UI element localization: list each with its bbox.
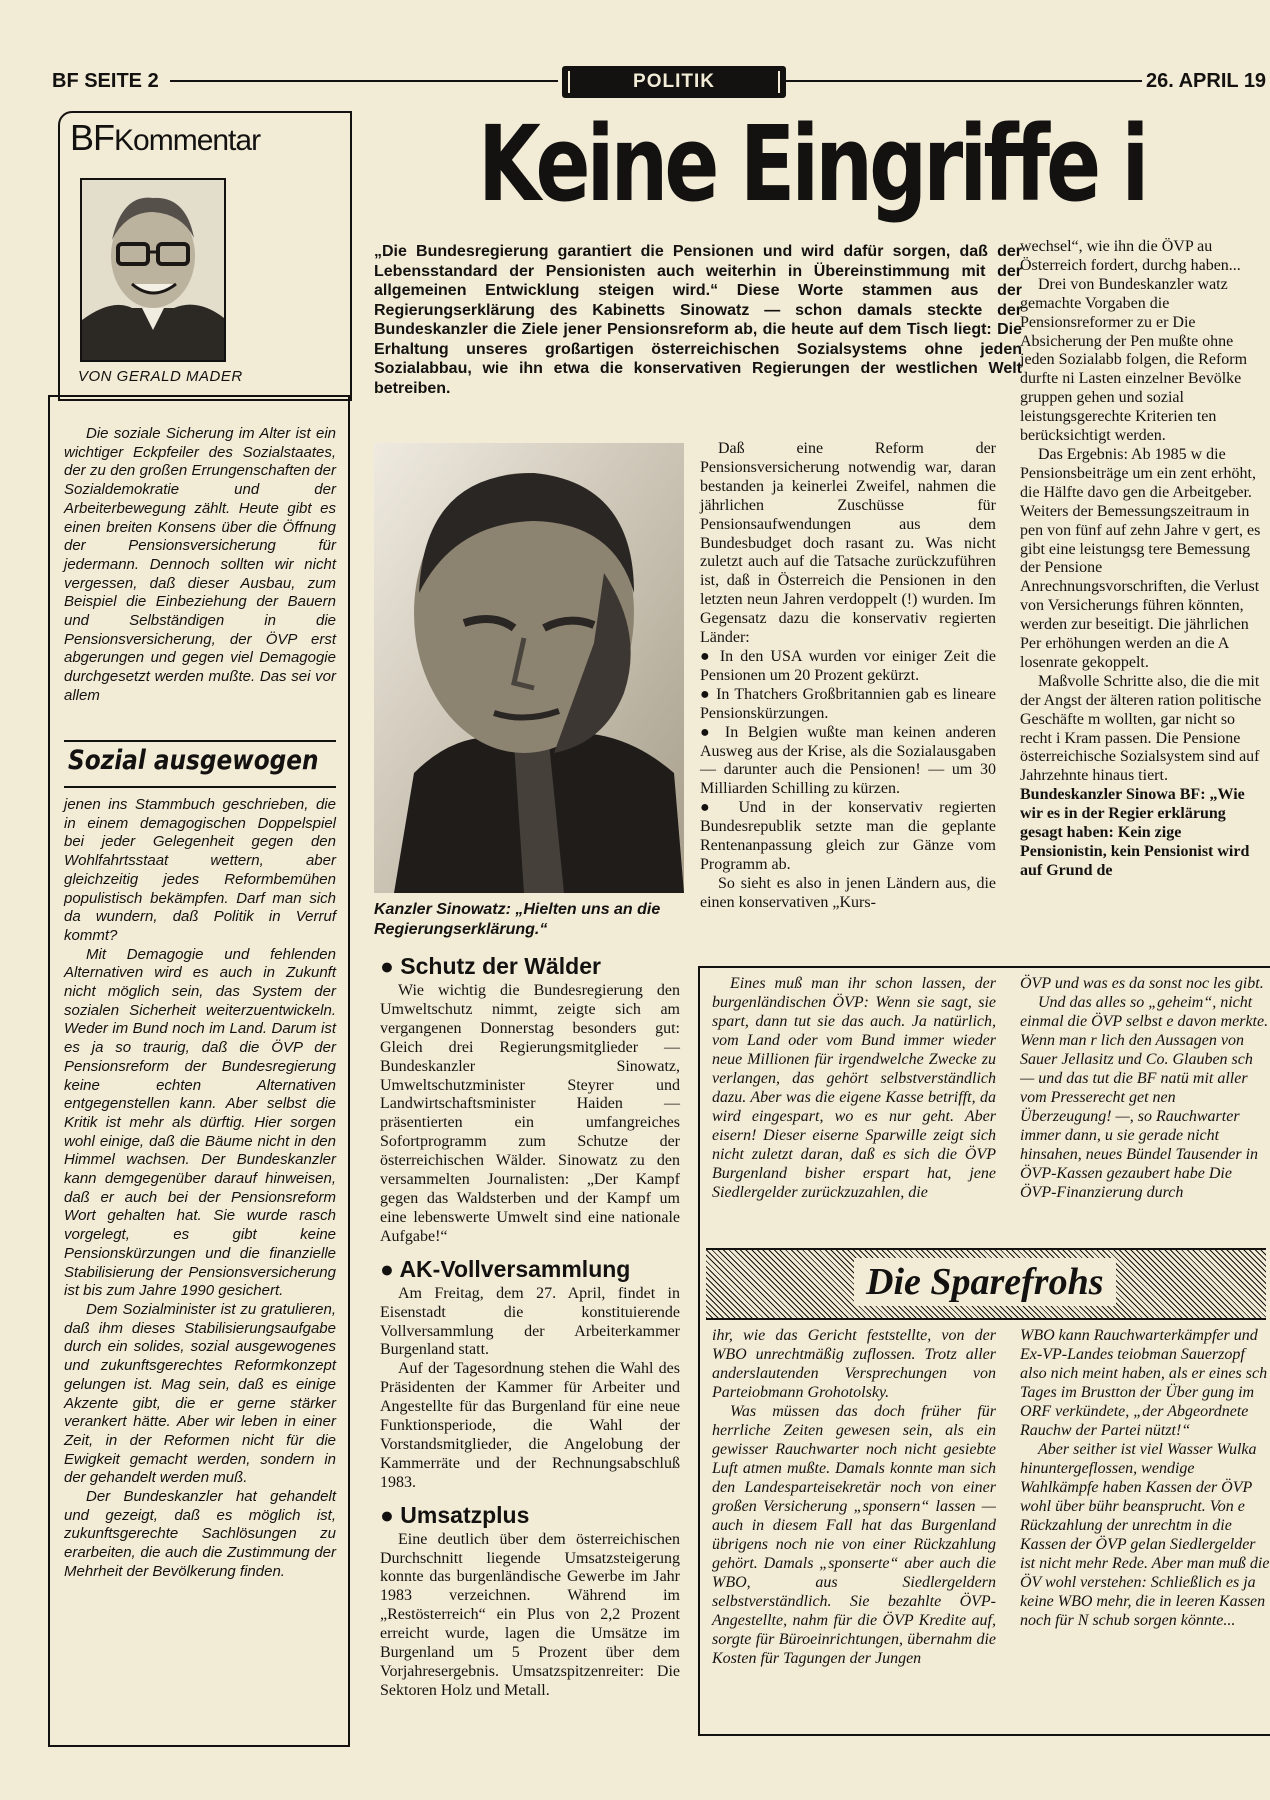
- glosse-top-text-3: Und das alles so „geheim“, nicht einmal die ÖVP selbst e davon merkte. Wenn man r lich den Aussagen von Sauer Jellasitz und Co. Glauben sch — und das tut die BF natü mit aller vom Presserecht get nen Überzeugung! —, so Rauchwarter immer dann, u sie gerade nicht hinsahen, neues Bündel Tausender in ÖVP-Kassen gezaubert habe Die ÖVP-Finanzierung durch: [1020, 994, 1269, 1201]
- article-lead: „Die Bundesregierung garantiert die Pensionen und wird dafür sorgen, daß der Lebensstandard der Pensionisten auch weiterhin in Übereinstimmung mit der allgemeinen Entwicklung steigen wird.“ Diese Worte stammen aus der Regierungserklärung des Kabinetts Sinowatz — schon damals steckte der Bundeskanzler die Ziele jener Pensionsreform ab, die heute auf dem Tisch liegt: Die Erhaltung unseres großartigen österreichischen Sozialsystems ohne jeden Sozialabbau, wie ihn etwa die konservativen Regierungen der westlichen Welt betreiben.: [374, 243, 1022, 397]
- sinowatz-photo: [374, 443, 684, 893]
- right-para-4: [1020, 673, 1270, 881]
- bullet-dot-icon: ●: [700, 647, 720, 665]
- right-para-3: Das Ergebnis: Ab 1985 w die Pensionsbeiträge um ein zent erhöht, die Hälfte davo gen die Arbeitgeber. Weiters der Bemessungszeitraum in pen von fünf auf zehn Jahre v gert, es gibt eine leistungsg tere Bemessung der Pensione Anrechnungsvorschriften, die Verlust von Versicherungs führen könnten, werden zur beseitigt. Die jährlichen Per erhöhungen werden an die A losenrate gekoppelt.: [1020, 445, 1261, 671]
- bullet-dot-icon: ●: [380, 1501, 401, 1528]
- header-rule-right: [786, 80, 1142, 82]
- bullet-text: In Belgien wußte man keinen anderen Ausweg aus der Krise, als die Sozialausgaben — darunter auch die Pensionen! — um 30 Milliarden Schilling zu kürzen.: [700, 723, 996, 798]
- right-para-4-quote: Bundeskanzler Sinowa BF: „Wie wir es in der Regier erklärung gesagt haben: Kein zige Pensionistin, kein Pensionist wird auf Grund de: [1020, 786, 1250, 879]
- main-headline: Keine Eingriffe i: [478, 103, 1146, 225]
- right-para-2: Drei von Bundeskanzler watz gemachte Vorgaben die Pensionsreformer zu er Die Absicherung der Pen mußte ohne jeden Sozialabb folgen, die Reform durfte ni Lasten einzelner Bevölke gruppen gehen und sozial leistungsgerechte Kriterien ten berücksichtigt werden.: [1020, 275, 1248, 445]
- bullet-dot-icon: ●: [380, 1255, 400, 1282]
- photo-caption: Kanzler Sinowatz: „Hielten uns an die Regierungserklärung.“: [374, 901, 661, 938]
- comment-para-1: Die soziale Sicherung im Alter ist ein wichtiger Eckpfeiler des Sozialstaates, der zu den großen Errungenschaften der Sozialdemokratie und der Arbeiterbewegung zählt. Heute gibt es einen breiten Konsens über die Öffnung der Pensionsversicherung für jedermann. Dennoch sollten wir nicht vergessen, daß dieser Ausbau, zum Beispiel die Einbeziehung der Bauern und Selbständigen in die Pensionsversicherung, der ÖVP erst abgerungen und gegen viel Demagogie durchgesetzt werden mußte. Das sei vor allem: [64, 425, 336, 704]
- comment-subhead: Sozial ausgewogen: [68, 745, 319, 776]
- right-para-1: wechsel“, wie ihn die ÖVP au Österreich fordert, durchg haben...: [1020, 238, 1241, 274]
- right-column-clip: [1020, 238, 1270, 960]
- comment-para-2: jenen ins Stammbuch geschrieben, die in einem demagogischen Doppelspiel bei jeder Gelegenheit gegen den Wohlfahrtsstaat wettern, aber gleichzeitig jedes Reformbemühen populistisch bekämpfen. Darf man sich da wundern, daß Politik in Verruf kommt?: [64, 796, 336, 944]
- main-outro: So sieht es also in jenen Ländern aus, die einen konservativen „Kurs-: [700, 874, 996, 911]
- news-1-title: [380, 952, 680, 980]
- main-bullet-3: [700, 724, 996, 800]
- comment-body-top: [64, 425, 336, 706]
- news-title-text: Schutz der Wälder: [400, 953, 601, 979]
- comment-body-bottom: [64, 796, 336, 1582]
- glosse-bottom-text-2: Was müssen das doch früher für herrliche Zeiten gewesen sein, als ein gewisser Rauchwarter noch nicht gesiebte Luft atmen mußte. Damals konnte man sich den Landesparteisekretär noch von einer großen Versicherung „sponsern“ lassen — auch in diesem Fall hat das Burgenland übrigens noch nie von einer Rückzahlung gehört. Damals „sponserte“ aber auch die WBO, aus Siedlergeldern selbstverständlich. Sie bezahlte ÖVP-Angestellte, nahm für die ÖVP Kredite auf, sorgte für Büroeinrichtungen, übernahm die Kosten für Tagungen der Jungen: [712, 1403, 996, 1667]
- ressort-label: POLITIK: [562, 66, 786, 98]
- glosse-rule-bottom: [700, 1734, 1270, 1736]
- author-portrait: [80, 178, 226, 362]
- comment-byline: VON GERALD MADER: [78, 368, 243, 385]
- page-label: BF SEITE 2: [52, 70, 159, 92]
- glosse-rule-left: [698, 966, 700, 1736]
- glosse-top-col-2-clip: [1020, 974, 1270, 1242]
- news-2-title: [380, 1255, 680, 1283]
- main-bullet-1: [700, 648, 996, 686]
- comment-para-5: Der Bundeskanzler hat gehandelt und gezeigt, daß es möglich ist, zukunftsgerechte Sachlösungen zu erarbeiten, die auch die Zustimmung der Mehrheit der Bevölkerung finden.: [64, 1488, 336, 1580]
- glosse-title-banner: [706, 1248, 1266, 1320]
- main-bullet-4: [700, 799, 996, 875]
- glosse-bottom-text-4: Aber seither ist viel Wasser Wulka hinuntergeflossen, wendige Wahlkämpfe haben Kassen der ÖVP wohl über bühr beansprucht. Von e Rückzahlung der unrechtm in die Kassen der ÖVP gelan Siedlergelder ist nicht mehr Rede. Aber man muß die ÖV wohl verstehen: Schließlich es ja keine WBO mehr, die in leeren Kassen noch für N schub sorgen könnte...: [1020, 1441, 1270, 1629]
- brand-kommentar: Kommentar: [114, 124, 261, 157]
- main-intro: Daß eine Reform der Pensionsversicherung notwendig war, daran bestanden ja keinerlei Zweifel, nahmen die jährlichen Zuschüsse für Pensionsaufwendungen aus dem Bundesbudget doch rasant zu. Was nicht zuletzt auch auf die Tatsache zurückzuführen ist, daß in Österreich die Pensionen in den letzten neun Jahren verdoppelt (!) wurden. Im Gegensatz dazu die konservativ regierten Länder:: [700, 440, 996, 647]
- glosse-top-col-2: [1020, 974, 1270, 1202]
- glosse-bottom-col-2-clip: [1020, 1326, 1270, 1730]
- bullet-text: In Thatchers Großbritannien gab es lineare Pensionskürzungen.: [700, 685, 996, 722]
- glosse-top-col-1: [712, 974, 996, 1202]
- bullet-text: Und in der konservativ regierten Bundesrepublik setzte man die geplante Rentenanpassung gleich zur Gänze vom Programm ab.: [700, 799, 996, 873]
- glosse-bottom-col-1: [712, 1326, 996, 1668]
- right-column: [1020, 238, 1270, 881]
- comment-para-4: Dem Sozialminister ist zu gratulieren, daß ihm dieses Stabilisierungsaufgabe durch ein solides, sozial ausgewogenes und zukunftsgerechtes Reformkonzept gelungen ist. Mag sein, daß es einige Akzente gibt, die er gerne stärker verankert hätte. Aber wir leben in einer Zeit, in der Reformen nicht für die Ewigkeit gemacht werden, sondern in der gehandelt werden muß.: [64, 1300, 336, 1487]
- glosse-bottom-col-2: [1020, 1326, 1270, 1630]
- main-column: [700, 440, 996, 913]
- comment-brand: [70, 117, 260, 159]
- main-bullet-2: [700, 686, 996, 724]
- subhead-rule-bottom: [64, 786, 336, 788]
- news-1-text: Wie wichtig die Bundesregierung den Umweltschutz nimmt, zeigte sich am vergangenen Donnerstag besonders gut: Gleich drei Regierungsmitglieder — Bundeskanzler Sinowatz, Umweltschutzminister Steyrer und Landwirtschaftsminister Haiden — präsentierten ein umfangreiches Sofortprogramm zum Schutze der österreichischen Wälder. Sinowatz zu den versammelten Journalisten: „Der Kampf gegen das Waldsterben und der Kampf um eine lebenswerte Umwelt sind eine nationale Aufgabe!“: [380, 982, 680, 1245]
- news-2-text: Am Freitag, dem 27. April, findet in Eisenstadt die konstituierende Vollversammlung der Arbeiterkammer Burgenland statt.: [380, 1284, 680, 1359]
- glosse-top-text-1: Eines muß man ihr schon lassen, der burgenländischen ÖVP: Wenn sie sagt, sie spart, dann tut sie das auch. Ja natürlich, vom Land oder vom Bund immer wieder neue Millionen für irgendwelche Zwecke zu verlangen, das gehört selbstverständlich dazu. Aber was die eigene Kasse betrifft, da wird eingespart, wo es nur geht. Aber eisern! Dieser eiserne Sparwille zeigt sich nicht zuletzt daran, daß es sich die ÖVP Burgenland bisher erspart hat, jene Siedlergelder zurückzuzahlen, die: [712, 975, 996, 1201]
- news-3-text: Eine deutlich über dem österreichischen Durchschnitt liegende Umsatzsteigerung konnte das burgenländische Gewerbe im Jahr 1983 verzeichnen. Während im „Restösterreich“ ein Plus von 2,2 Prozent erreicht wurde, lagen die Umsätze im Burgenland um 5 Prozent über dem Vorjahresergebnis. Umsatzspitzenreiter: Die Sektoren Holz und Metall.: [380, 1530, 680, 1699]
- bullet-dot-icon: ●: [380, 953, 401, 979]
- news-3-title: [380, 1501, 680, 1529]
- subhead-rule-top: [64, 740, 336, 742]
- news-2-text-2: Auf der Tagesordnung stehen die Wahl des Präsidenten der Kammer für Arbeiter und Angestellte für das Burgenland für eine neue Funktionsperiode, die Wahl der Vorstandsmitglieder, die Angelobung der Kammerräte und der Rechnungsabschluß 1983.: [380, 1360, 680, 1491]
- header-rule-left: [170, 80, 558, 82]
- bullet-text: In den USA wurden vor einiger Zeit die Pensionen um 20 Prozent gekürzt.: [700, 647, 996, 684]
- bullet-dot-icon: ●: [700, 685, 717, 703]
- glosse-rule-top: [700, 966, 1270, 968]
- glosse-title: Die Sparefrohs: [854, 1258, 1116, 1306]
- brand-bf: BF: [70, 117, 115, 158]
- glosse-top-text-2: ÖVP und was es da sonst noc les gibt.: [1020, 975, 1264, 992]
- glosse-bottom-text-1: ihr, wie das Gericht feststellte, von der WBO unrechtmäßig zuflossen. Trotz aller anderslautenden Versprechungen von Parteiobmann Grohotolsky.: [712, 1327, 996, 1401]
- bullet-dot-icon: ●: [700, 799, 739, 817]
- bullet-dot-icon: ●: [700, 723, 725, 741]
- issue-date: 26. APRIL 19: [1146, 70, 1267, 92]
- news-briefs: [380, 952, 680, 1701]
- glosse-bottom-text-3: WBO kann Rauchwarterkämpfer und Ex-VP-Landes teiobman Sauerzopf also nich meint haben, als er eines sch Tages im Brustton der Über gung im ORF verkündete, „der Abgeordnete Rauchw der Partei nützt!“: [1020, 1327, 1268, 1439]
- right-para-4-text: Maßvolle Schritte also, die die mit der Angst der älteren ration politische Geschäfte m wollten, gar nicht so recht i Kram passen. Die Pensione österreichische Sozialsystem sind auf Jahrzehnte hinaus tiert.: [1020, 672, 1262, 785]
- news-title-text: AK-Vollversammlung: [399, 1255, 631, 1282]
- news-title-text: Umsatzplus: [400, 1501, 530, 1528]
- comment-para-3: Mit Demagogie und fehlenden Alternativen wird es auch in Zukunft nicht möglich sein, das System der sozialen Sicherheit weiterzuentwickeln. Weder im Bund noch im Land. Darum ist es ja so traurig, daß die ÖVP der Pensionsreform der Bundesregierung keine echten Alternativen entgegenstellen kann. Aber selbst die Kritik ist mehr als dürftig. Hier sorgen wohl einige, daß die Bäume nicht in den Himmel wachsen. Der Bundeskanzler kann demgegenüber darauf hinweisen, daß er auch bei der Pensionsreform Wort gehalten hat. Sie wurde rasch vorgelegt, es gibt keine Pensionskürzungen und die finanzielle Stabilisierung der Pensionsversicherung ist bis zum Jahre 1990 gesichert.: [64, 945, 336, 1300]
